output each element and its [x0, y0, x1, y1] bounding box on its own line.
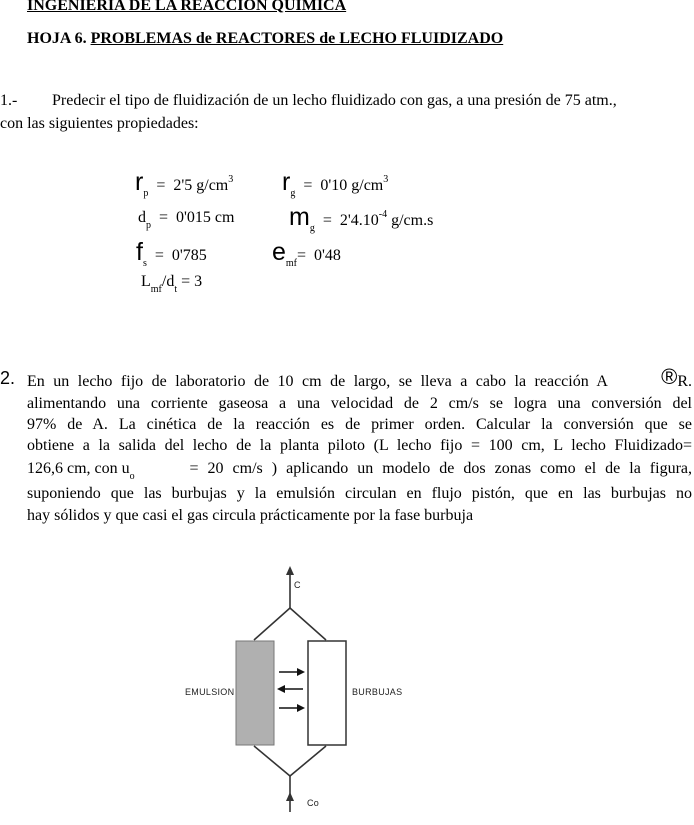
problem2-line4: obtiene a la salida del lecho de la planta piloto (L lecho fijo = 100 cm, L lecho Fluidizado= [27, 437, 692, 454]
rho-g-eq: = [303, 177, 313, 194]
mu-g-sub: g [309, 223, 315, 234]
phi-s-symbol: f [136, 238, 143, 266]
rho-p-eq: = [156, 177, 166, 194]
rho-g-symbol: r [282, 168, 291, 196]
problem2-line2: alimentando una corriente gaseosa a una velocidad de 2 cm/s se logra una conversión del [27, 395, 692, 412]
reaction-arrow-symbol: ® [661, 364, 678, 389]
d-p-value: 0'015 cm [176, 209, 235, 226]
eps-mf-symbol: e [272, 238, 286, 266]
sheet-title: PROBLEMAS de REACTORES de LECHO FLUIDIZADO [90, 30, 504, 47]
problem2-line1-text: En un lecho fijo de laboratorio de 10 cm de largo, se lleva a cabo la reacción A [27, 373, 608, 390]
course-title: INGENIERIA DE LA REACCION QUIMICA [27, 0, 347, 14]
phi-s-value: 0'785 [171, 247, 207, 264]
problem2-line5-text: 126,6 cm, con u [27, 460, 130, 477]
phi-s-sub: s [142, 258, 147, 269]
emulsion-column [236, 641, 274, 745]
rho-p-value: 2'5 g/cm [173, 177, 229, 194]
mu-g-symbol: m [289, 203, 310, 231]
problem2-line7: hay sólidos y que casi el gas circula prácticamente por la fase burbuja [27, 507, 474, 524]
mu-g-exponent: -4 [378, 209, 388, 220]
d-p-sub: p [146, 220, 151, 231]
rho-g-sup: 3 [383, 174, 389, 185]
problem2-line3: 97% de A. La cinética de la reacción es de primer orden. Calcular la conversión que se [27, 416, 692, 433]
d-p-symbol: d [138, 209, 146, 226]
ratio-l-symbol: L [141, 273, 151, 290]
inlet-label: Co [307, 798, 320, 808]
ratio-value: = 3 [181, 273, 203, 290]
eps-mf-sub: mf [285, 258, 298, 269]
emulsion-label: EMULSION [185, 687, 235, 697]
ratio-d-sub: t [174, 284, 178, 295]
outlet-right-branch [290, 608, 326, 640]
eps-mf-eq: = [297, 247, 307, 264]
bubble-label: BURBUJAS [352, 687, 403, 697]
mu-g-units: g/cm.s [391, 212, 434, 229]
bubble-column [308, 641, 346, 745]
rho-p-sub: p [143, 188, 149, 199]
outlet-arrow-icon [286, 566, 294, 575]
d-p-eq: = [159, 209, 169, 226]
mu-g-eq: = [322, 212, 332, 229]
inlet-right-branch [290, 746, 326, 776]
rho-g-value: 0'10 g/cm [320, 177, 384, 194]
problem2-line5-rest: = 20 cm/s ) aplicando un modelo de dos zonas como el de la figura, [189, 460, 692, 477]
inlet-left-branch [254, 746, 290, 776]
inlet-arrow-icon [286, 792, 294, 801]
exchange-arrow-right-icon [297, 668, 305, 676]
u-o-sub: o [129, 471, 135, 482]
problem2-line6: suponiendo que las burbujas y la emulsión circulan en flujo pistón, que en las burbujas no [27, 485, 692, 502]
exchange-arrow-right-icon [297, 704, 305, 712]
rho-p-sup: 3 [228, 174, 234, 185]
ratio-l-sub: mf [150, 284, 162, 295]
mu-g-value-mantissa: 2'4.10 [339, 212, 379, 229]
rho-p-symbol: r [135, 168, 144, 196]
ratio-d-symbol: /d [161, 273, 175, 290]
problem2-number: 2. [0, 368, 16, 388]
problem2-reaction-product: R. [677, 373, 692, 390]
eps-mf-value: 0'48 [314, 247, 341, 264]
problem1-line2: con las siguientes propiedades: [0, 115, 199, 132]
outlet-label: C [294, 580, 301, 590]
rho-g-sub: g [290, 188, 296, 199]
sheet-label: HOJA 6. [27, 30, 87, 47]
phi-s-eq: = [154, 247, 164, 264]
problem1-line1: Predecir el tipo de fluidización de un lecho fluidizado con gas, a una presión de 75 atm., [52, 92, 617, 109]
outlet-left-branch [254, 608, 290, 640]
exchange-arrow-left-icon [277, 685, 285, 693]
problem1-number: 1.- [0, 92, 18, 109]
